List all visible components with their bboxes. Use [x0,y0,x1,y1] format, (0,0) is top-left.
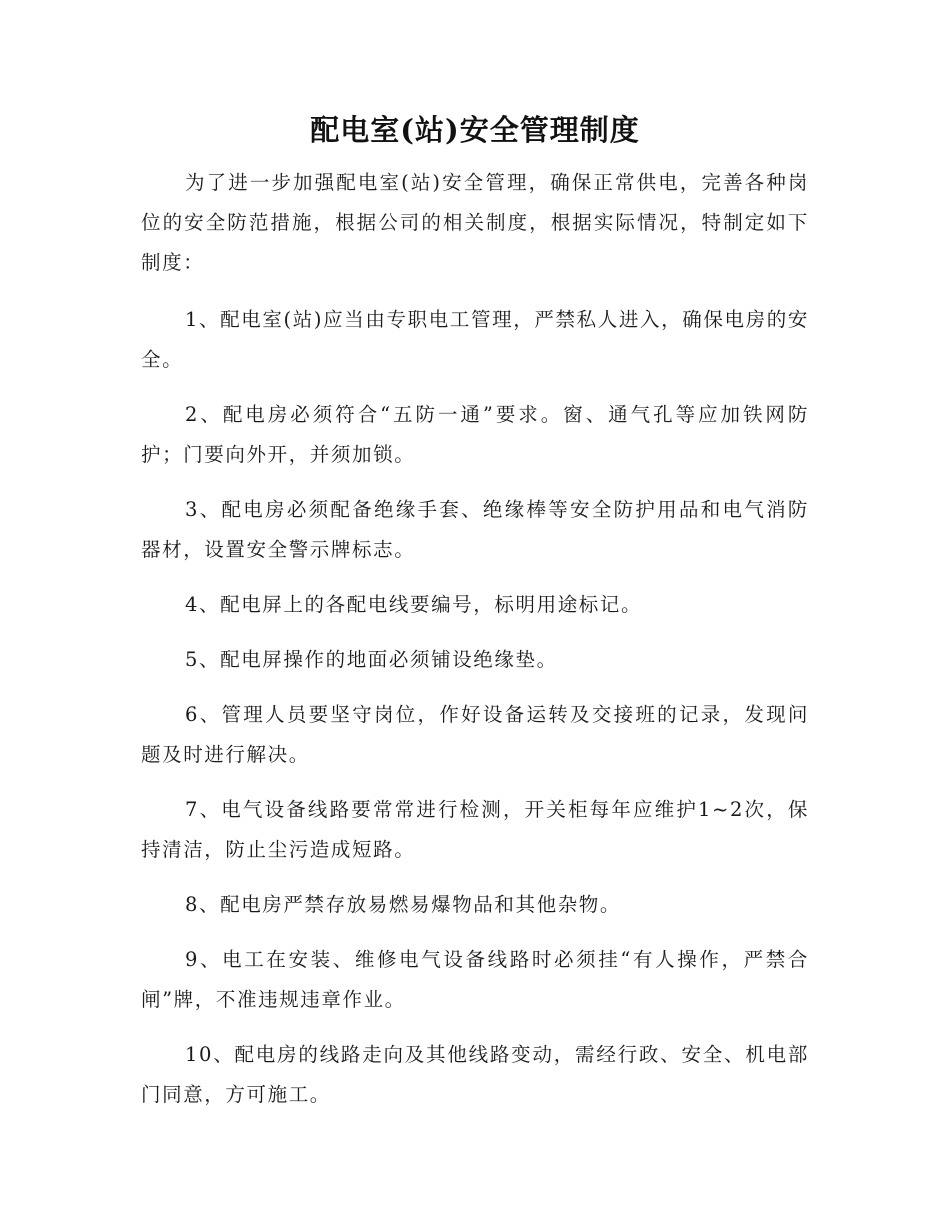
rule-item-1: 1、配电室(站)应当由专职电工管理，严禁私人进入，确保电房的安全。 [141,308,809,371]
rule-item-9: 9、电工在安装、维修电气设备线路时必须挂“有人操作，严禁合闸”牌，不准违规违章作业。 [141,948,809,1011]
rule-item-6: 6、管理人员要坚守岗位，作好设备运转及交接班的记录，发现问题及时进行解决。 [141,703,809,766]
rule-item-7: 7、电气设备线路要常常进行检测，开关柜每年应维护1~2次，保持清洁，防止尘污造成短路。 [141,798,809,861]
document-body [141,163,809,1130]
rule-item-5: 5、配电屏操作的地面必须铺设绝缘垫。 [185,648,558,671]
document-title: 配电室(站)安全管理制度 [310,113,640,147]
rule-item-10: 10、配电房的线路走向及其他线路变动，需经行政、安全、机电部门同意，方可施工。 [141,1043,809,1106]
intro-paragraph: 为了进一步加强配电室(站)安全管理，确保正常供电，完善各种岗位的安全防范措施，根据公司的相关制度，根据实际情况，特制定如下制度： [141,171,809,274]
rule-item-4: 4、配电屏上的各配电线要编号，标明用途标记。 [185,593,643,616]
rule-item-8: 8、配电房严禁存放易燃易爆物品和其他杂物。 [185,893,622,916]
rule-item-3: 3、配电房必须配备绝缘手套、绝缘棒等安全防护用品和电气消防器材，设置安全警示牌标志。 [141,498,809,561]
rule-item-2: 2、配电房必须符合“五防一通”要求。窗、通气孔等应加铁网防护；门要向外开，并须加锁。 [141,403,809,466]
